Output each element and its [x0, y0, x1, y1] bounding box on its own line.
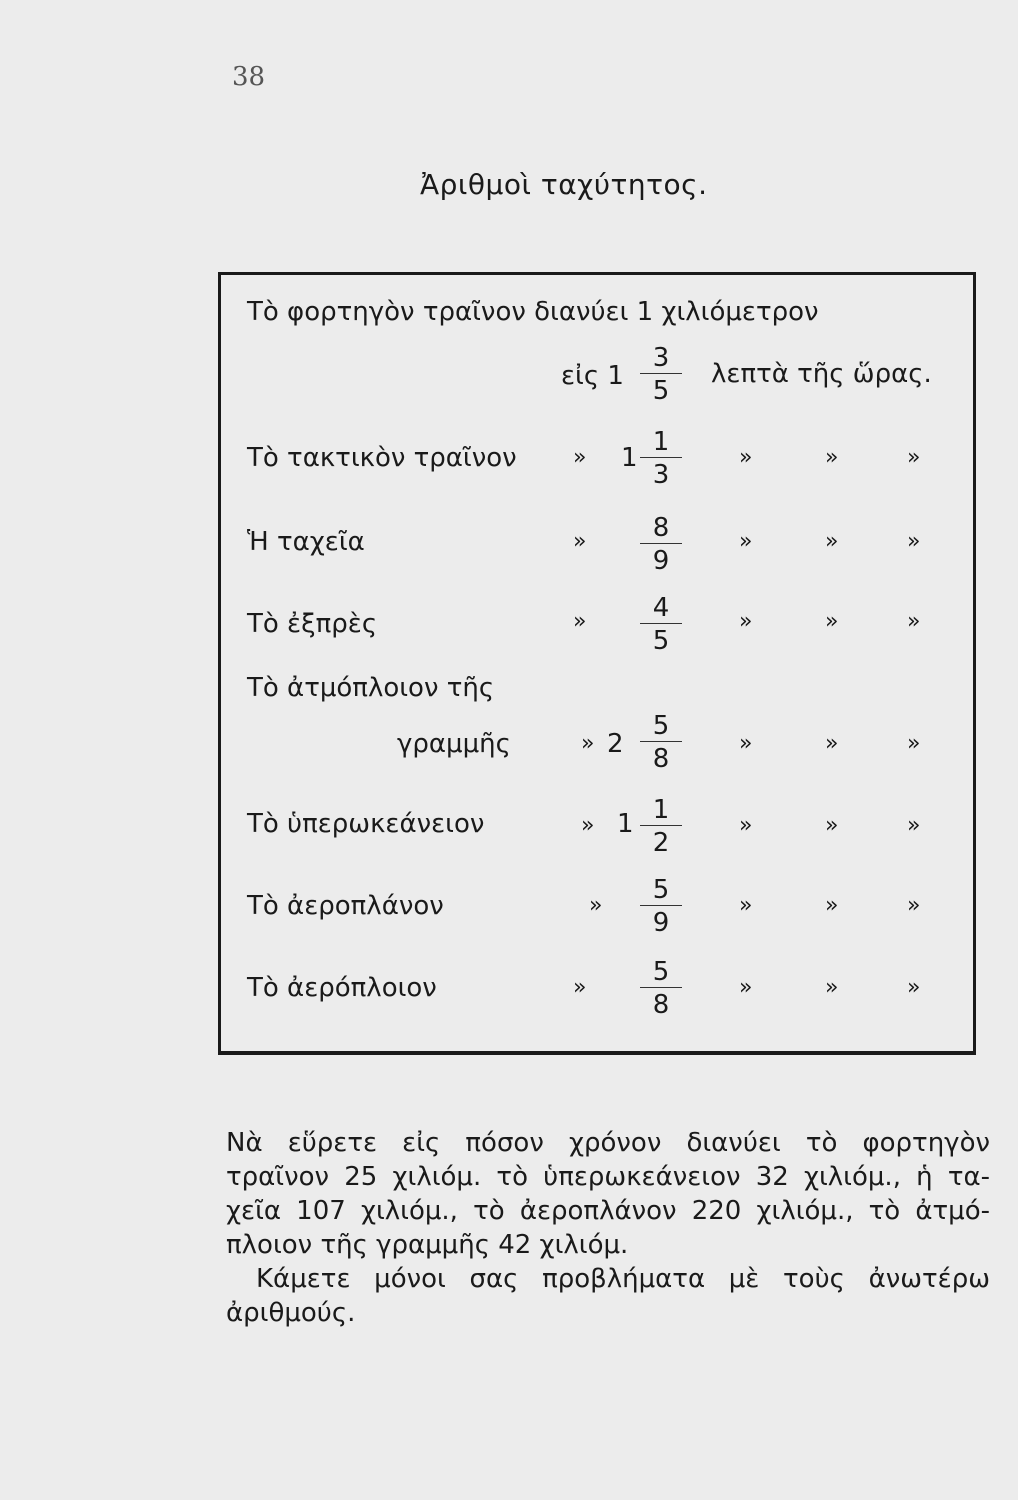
row-freight-train-fraction: [639, 337, 683, 411]
paragraph-line: πλοιον τῆς γραμμῆς 42 χιλιόμ.: [226, 1230, 629, 1260]
ditto-mark: »: [825, 445, 839, 470]
ditto-mark: »: [825, 975, 839, 1000]
fraction-denominator: 5: [652, 625, 670, 656]
row-label: Τὸ ἀτμόπλοιον τῆς: [247, 673, 495, 703]
ditto-mark: »: [573, 975, 587, 1000]
ditto-mark: »: [825, 813, 839, 838]
fraction-numerator: 8: [652, 512, 670, 543]
row-fraction: [639, 705, 683, 779]
ditto-mark: »: [825, 731, 839, 756]
row-freight-train-text: Τὸ φορτηγὸν τραῖνον διανύει 1 χιλιόμετρον: [247, 297, 819, 327]
row-whole-number: 2: [607, 729, 624, 759]
fraction-denominator: 9: [652, 907, 670, 938]
ditto-mark: »: [907, 731, 921, 756]
page-heading: Ἀριθμοὶ ταχύτητος.: [420, 168, 708, 201]
row-label-continued: γραμμῆς: [397, 729, 511, 759]
exercise-paragraph: [226, 1126, 990, 1262]
row-fraction: [639, 421, 683, 495]
fraction-denominator: 5: [652, 375, 670, 406]
paragraph-line: Νὰ εὕρετε εἰς πόσον χρόνον διανύει τὸ φορτηγὸν: [226, 1128, 990, 1158]
row-label: Ἡ ταχεῖα: [247, 527, 365, 557]
fraction-numerator: 3: [652, 342, 670, 373]
row-fraction: [639, 507, 683, 581]
ditto-mark: »: [573, 529, 587, 554]
row-fraction: [639, 869, 683, 943]
fraction-numerator: 1: [652, 426, 670, 457]
row-whole-number: 1: [617, 809, 634, 839]
fraction-numerator: 4: [652, 592, 670, 623]
ditto-mark: »: [907, 609, 921, 634]
row-label: Τὸ ἀεροπλάνον: [247, 891, 444, 921]
row-freight-train-eis: εἰς 1: [561, 361, 624, 391]
paragraph-line: τραῖνον 25 χιλιόμ. τὸ ὑπερωκεάνειον 32 χιλιόμ., ἡ τα-: [226, 1162, 990, 1192]
ditto-mark: »: [589, 893, 603, 918]
fraction-numerator: 1: [652, 794, 670, 825]
ditto-mark: »: [907, 813, 921, 838]
fraction-numerator: 5: [652, 956, 670, 987]
paragraph-line: ἀριθμούς.: [226, 1298, 356, 1328]
fraction-numerator: 5: [652, 710, 670, 741]
fraction-denominator: 8: [652, 743, 670, 774]
ditto-mark: »: [739, 975, 753, 1000]
row-whole-number: 1: [621, 443, 638, 473]
row-fraction: [639, 789, 683, 863]
ditto-mark: »: [739, 813, 753, 838]
row-fraction: [639, 587, 683, 661]
ditto-mark: »: [907, 445, 921, 470]
ditto-mark: »: [739, 731, 753, 756]
ditto-mark: »: [573, 609, 587, 634]
ditto-mark: »: [573, 445, 587, 470]
ditto-mark: »: [907, 893, 921, 918]
fraction-denominator: 8: [652, 989, 670, 1020]
fraction-denominator: 3: [652, 459, 670, 490]
ditto-mark: »: [825, 609, 839, 634]
exercise-paragraph-2: [226, 1262, 990, 1330]
ditto-mark: »: [581, 813, 595, 838]
ditto-mark: »: [825, 529, 839, 554]
ditto-mark: »: [739, 893, 753, 918]
ditto-mark: »: [581, 731, 595, 756]
ditto-mark: »: [739, 445, 753, 470]
ditto-mark: »: [907, 975, 921, 1000]
paragraph-line: Κάμετε μόνοι σας προβλήματα μὲ τοὺς ἀνωτέρω: [256, 1264, 990, 1294]
ditto-mark: »: [739, 609, 753, 634]
row-fraction: [639, 951, 683, 1025]
row-label: Τὸ τακτικὸν τραῖνον: [247, 443, 517, 473]
fraction-numerator: 5: [652, 874, 670, 905]
paragraph-line: χεῖα 107 χιλιόμ., τὸ ἀεροπλάνον 220 χιλιόμ., τὸ ἀτμό-: [226, 1196, 990, 1226]
row-label: Τὸ ἐξπρὲς: [247, 609, 378, 639]
ditto-mark: »: [739, 529, 753, 554]
speed-table: [218, 272, 976, 1055]
row-label: Τὸ ὑπερωκεάνειον: [247, 809, 485, 839]
ditto-mark: »: [825, 893, 839, 918]
row-freight-train-unit: λεπτὰ τῆς ὥρας.: [711, 359, 932, 389]
fraction-denominator: 2: [652, 827, 670, 858]
row-label: Τὸ ἀερόπλοιον: [247, 973, 437, 1003]
page-number: 38: [232, 62, 266, 92]
fraction-denominator: 9: [652, 545, 670, 576]
ditto-mark: »: [907, 529, 921, 554]
